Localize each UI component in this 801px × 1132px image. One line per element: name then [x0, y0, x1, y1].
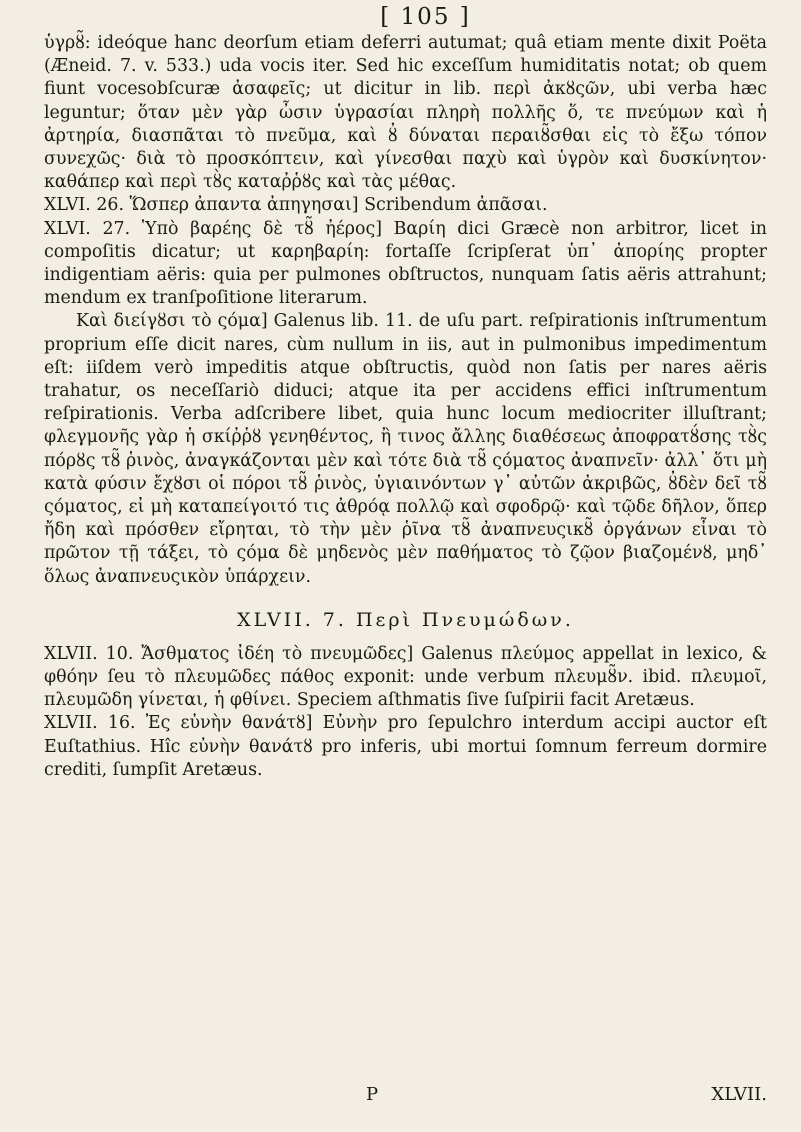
- paragraph: XLVI. 26. Ὥσπερ ἀπαντα ἀπηγησαι] Scribendum ἀπᾶσαι.: [44, 195, 548, 216]
- paragraph: ὑγρȣ̃: ideóque hanc deorſum etiam deferri autumat; quâ etiam mente dixit Poëta (Æneid. 7. v. 533.) uda vocis iter. Sed hic exceſſum humiditatis notat; ob quem fiunt vocesobſcuræ ἀσαφεῖς; ut dicitur in lib. περὶ ἀκȣςῶν, ubi verba hæc leguntur; ὅταν μὲν γὰρ ὦσιν ὑγρασίαι πληρὴ πολλῆς ὅ, τε πνεύμων καὶ ἡ ἀρτηρία, διασπᾶται τὸ πνεῦμα, καὶ ȣ̓ δύναται περαιȣ̃σθαι εἰς τὸ ἔξω τόπον συνεχῶς· διὰ τὸ προσκόπτειν, καὶ γίνεσθαι παχὺ καὶ ὑγρὸν καὶ δυσκίνητον· καθάπερ καὶ περὶ τȣ̀ς καταῤῥȣς καὶ τὰς μέθας.: [44, 33, 767, 193]
- commentary-text-continued: [44, 643, 767, 782]
- paragraph: Καὶ διείγȣσι τὸ ςόμα] Galenus lib. 11. de uſu part. reſpirationis inſtrumentum proprium eſſe dicit nares, cùm nullum in iis, aut in pulmonibus impedimentum eſt: iiſdem verò impeditis atque obſtructis, quòd non ſatis per nares aëris trahatur, os neceſſariò diduci; atque ita per accidens effici inſtrumentum reſpirationis. Verba adſcribere libet, quia hunc locum mediocriter illuſtrant; φλεγμονῆς γὰρ ἡ σκίῤῥȣ γενηθέντος, ἢ τινος ἄλλης διαθέσεως ἀποφρατȣ́σης τȣ̀ς πόρȣς τȣ̃ ῥινὸς, ἀναγκάζονται μὲν καὶ τότε διὰ τȣ̃ ςόματος ἀναπνεῖν· ἀλλ᾽ ὅτι μὴ κατὰ φύσιν ἔχȣσι οἱ πόροι τȣ̃ ῥινὸς, ὑγιαινόντων γ᾽ αὐτῶν ἀκριβῶς, ȣ̓δὲν δεῖ τȣ̃ ςόματος, εἰ μὴ καταπείγοιτό τις ἀθρόᾳ πολλῷ καὶ σφοδρῷ· καὶ τῷδε δῆλον, ὅπερ ἤδη καὶ πρόσθεν εἴρηται, τὸ τὴν μὲν ῥῖνα τȣ̃ ἀναπνευςικȣ̃ ὀργάνων εἶναι τὸ πρῶτον τῇ τάξει, τὸ ςόμα δὲ μηδενὸς μὲν παθήματος τὸ ζῷον βιαζομένȣ, μηδ᾽ ὅλως ἀναπνευςικὸν ὑπάρχειν.: [44, 311, 767, 587]
- section-heading: XLVII. 7. Περὶ Πνευμώδων.: [237, 608, 574, 631]
- paragraph: XLVII. 10. Ἄσθματος ἰδέη τὸ πνευμῶδες] Galenus πλεύμος appellat in lexico, & φθόην ſeu τὸ πλευμῶδες πάθος exponit: unde verbum πλευμȣ̃ν. ibid. πλευμοῖ, πλευμῶδη γίνεται, ἡ φθίνει. Speciem aſthmatis ſive ſuſpirii facit Aretæus.: [44, 643, 767, 711]
- paragraph: XLVII. 16. Ἐς εὐνὴν θανάτȣ] Εὐνὴν pro ſepulchro interdum accipi auctor eſt Euſtathius. Hîc εὐνὴν θανάτȣ pro inferis, ubi mortui ſomnum ferreum dormire crediti, ſumpſit Aretæus.: [44, 713, 767, 780]
- commentary-text: [44, 32, 767, 589]
- signature-mark: P: [366, 1084, 379, 1105]
- page-number: [ 105 ]: [380, 4, 471, 30]
- catchword: XLVII.: [711, 1084, 767, 1105]
- page-footer: [44, 1084, 767, 1110]
- paragraph: XLVI. 27. Ὑπὸ βαρέης δὲ τȣ̃ ἠέρος] Βαρίη dici Græcè non arbitror, licet in compoſitis dicatur; ut καρηβαρίη: fortaſſe ſcripſerat ὑπ᾽ ἀπορίης propter indigentiam aëris: quia per pulmones obſtructos, nunquam ſatis aëris attrahunt; mendum ex tranſpoſitione literarum.: [44, 218, 767, 309]
